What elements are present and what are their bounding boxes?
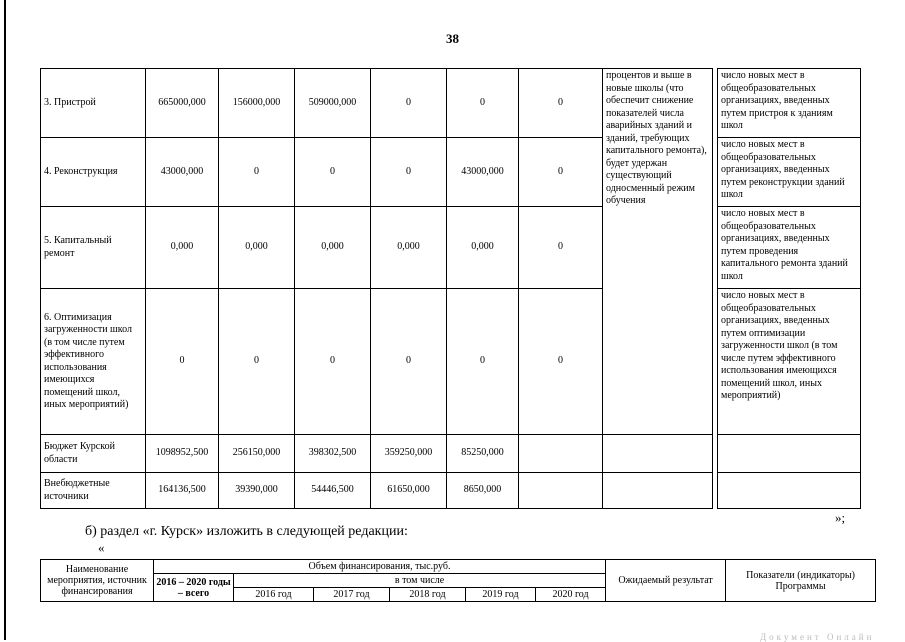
expected-result-cell (603, 435, 713, 473)
year-2019-cell: 0,000 (447, 207, 519, 289)
table-row (41, 473, 861, 509)
year-2018-cell: 0,000 (371, 207, 447, 289)
year-2018-cell: 359250,000 (371, 435, 447, 473)
year-2017-cell: 0,000 (295, 207, 371, 289)
year-2019-cell: 0 (447, 289, 519, 435)
year-2019-cell: 85250,000 (447, 435, 519, 473)
expected-result-cell: процентов и выше в новые школы (что обеспечит снижение показателей числа аварийных зданий и зданий, требующих капитального ремонта), будет удержан существующий односменный режим обучения (603, 69, 713, 435)
header-year-2018: 2018 год (390, 588, 466, 602)
year-2019-cell: 8650,000 (447, 473, 519, 509)
indicator-cell (718, 435, 861, 473)
year-2016-cell: 0 (219, 138, 295, 207)
header-indicators: Показатели (индикаторы) Программы (726, 560, 876, 602)
indicator-cell: число новых мест в общеобразовательных организациях, введенных путем пристроя к зданиям школ (718, 69, 861, 138)
table-row (41, 138, 861, 207)
year-2020-cell (519, 473, 603, 509)
table-row (41, 435, 861, 473)
indicator-cell: число новых мест в общеобразовательных организациях, введенных путем оптимизации загруженности школ (в том числе путем эффективного использования имеющихся помещений школ, иных мероприятий) (718, 289, 861, 435)
indicator-cell: число новых мест в общеобразовательных организациях, введенных путем проведения капитального ремонта зданий школ (718, 207, 861, 289)
year-2018-cell: 0 (371, 69, 447, 138)
financing-table (40, 68, 861, 509)
year-2020-cell: 0 (519, 69, 603, 138)
year-2020-cell: 0 (519, 138, 603, 207)
header-year-2019: 2019 год (466, 588, 536, 602)
year-2016-cell: 0,000 (219, 207, 295, 289)
table-row (41, 69, 861, 138)
total-cell: 43000,000 (146, 138, 219, 207)
year-2020-cell (519, 435, 603, 473)
year-2016-cell: 156000,000 (219, 69, 295, 138)
header-including: в том числе (234, 574, 606, 588)
header-total: 2016 – 2020 годы – всего (154, 574, 234, 602)
row-label: 5. Капитальный ремонт (41, 207, 146, 289)
total-cell: 665000,000 (146, 69, 219, 138)
total-cell: 164136,500 (146, 473, 219, 509)
total-cell: 1098952,500 (146, 435, 219, 473)
row-label: 6. Оптимизация загруженности школ (в том числе путем эффективного использования имеющихся помещений школ, иных мероприятий) (41, 289, 146, 435)
header-year-2020: 2020 год (536, 588, 606, 602)
year-2016-cell: 0 (219, 289, 295, 435)
expected-result-cell (603, 473, 713, 509)
row-label: 3. Пристрой (41, 69, 146, 138)
year-2017-cell: 509000,000 (295, 69, 371, 138)
year-2018-cell: 0 (371, 138, 447, 207)
year-2017-cell: 398302,500 (295, 435, 371, 473)
header-year-2016: 2016 год (234, 588, 314, 602)
new-section-header-table (40, 559, 876, 602)
year-2016-cell: 39390,000 (219, 473, 295, 509)
year-2020-cell: 0 (519, 207, 603, 289)
year-2017-cell: 54446,500 (295, 473, 371, 509)
section-instruction: б) раздел «г. Курск» изложить в следующей редакции: (85, 524, 408, 539)
year-2016-cell: 256150,000 (219, 435, 295, 473)
indicator-cell (718, 473, 861, 509)
page-left-border (4, 0, 6, 640)
year-2019-cell: 0 (447, 69, 519, 138)
indicator-cell: число новых мест в общеобразовательных организациях, введенных путем реконструкции зданий школ (718, 138, 861, 207)
table-row (41, 207, 861, 289)
header-expected-result: Ожидаемый результат (606, 560, 726, 602)
faint-watermark-text: Документ Онлайн (760, 632, 875, 642)
row-label: 4. Реконструкция (41, 138, 146, 207)
year-2017-cell: 0 (295, 289, 371, 435)
total-cell: 0 (146, 289, 219, 435)
row-label: Внебюджетные источники (41, 473, 146, 509)
year-2018-cell: 0 (371, 289, 447, 435)
header-year-2017: 2017 год (314, 588, 390, 602)
table-row (41, 289, 861, 435)
header-name-column: Наименование мероприятия, источник финансирования (41, 560, 154, 602)
year-2020-cell: 0 (519, 289, 603, 435)
year-2018-cell: 61650,000 (371, 473, 447, 509)
total-cell: 0,000 (146, 207, 219, 289)
year-2019-cell: 43000,000 (447, 138, 519, 207)
page-number: 38 (446, 31, 459, 46)
header-financing: Объем финансирования, тыс.руб. (154, 560, 606, 574)
year-2017-cell: 0 (295, 138, 371, 207)
opening-quote: « (98, 540, 105, 555)
row-label: Бюджет Курской области (41, 435, 146, 473)
closing-quote: »; (835, 510, 846, 525)
